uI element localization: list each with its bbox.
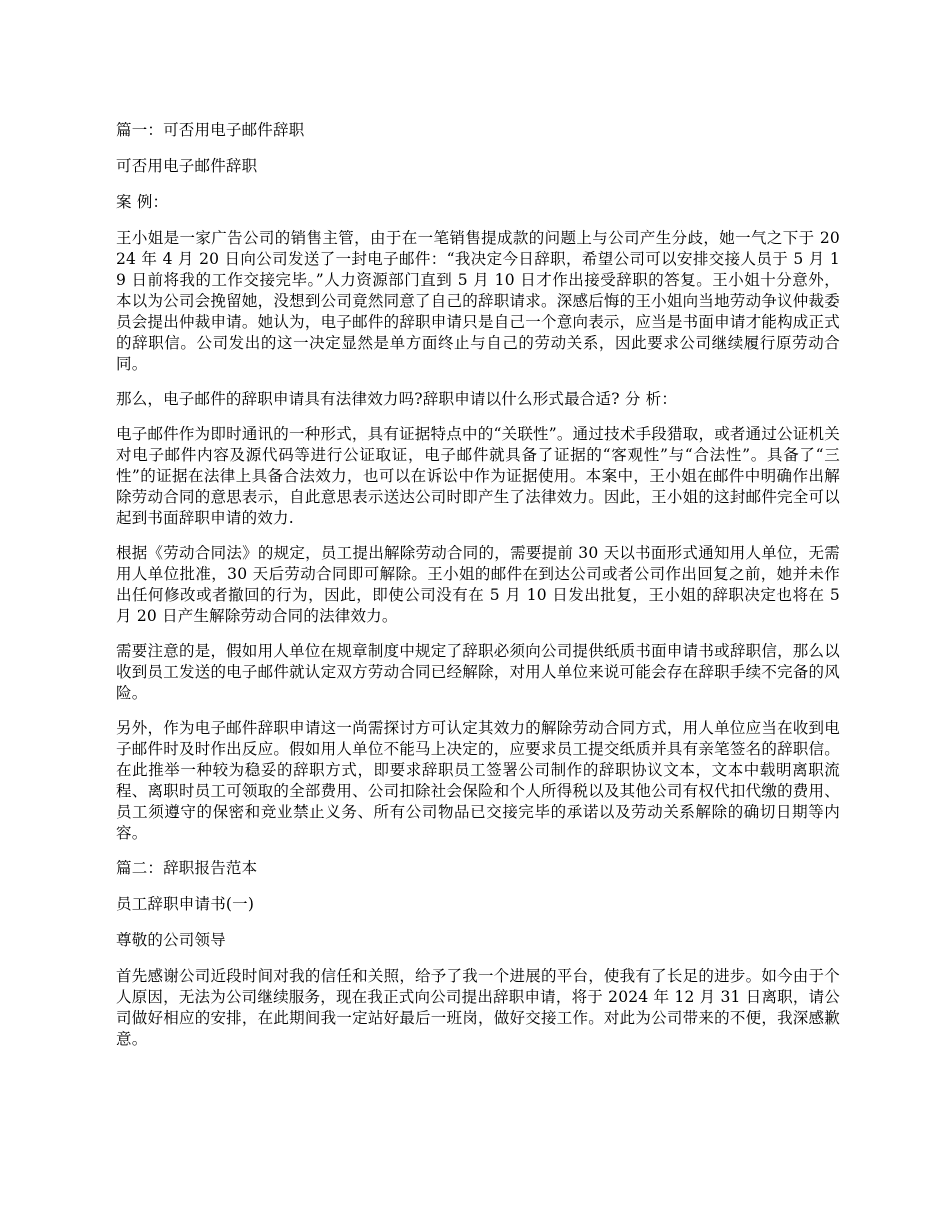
- analysis-paragraph-3: 需要注意的是，假如用人单位在规章制度中规定了辞职必须向公司提供纸质书面申请书或辞职信，那么以收到员工发送的电子邮件就认定双方劳动合同已经解除，对用人单位来说可能会存在辞职手续不完备的风险。: [116, 642, 840, 702]
- document-body: [116, 120, 840, 1064]
- case-label: 案 例：: [116, 193, 169, 211]
- section-heading-1: 篇一：可否用电子邮件辞职: [116, 121, 305, 139]
- section-heading-2: 篇二：辞职报告范本: [116, 859, 258, 877]
- analysis-paragraph-2: 根据《劳动合同法》的规定，员工提出解除劳动合同的，需要提前 30 天以书面形式通知用人单位，无需用人单位批准，30 天后劳动合同即可解除。王小姐的邮件在到达公司或者公司作出回复之前，她并未作出任何修改或者撤回的行为，因此，即使公司没有在 5 月 10 日发出批复，王小姐的辞职决定也将在 5 月 20 日产生解除劳动合同的法律效力。: [116, 544, 840, 625]
- question-paragraph: 那么，电子邮件的辞职申请具有法律效力吗?辞职申请以什么形式最合适? 分 析：: [116, 390, 678, 408]
- case-paragraph: 王小姐是一家广告公司的销售主管，由于在一笔销售提成款的问题上与公司产生分歧，她一气之下于 2024 年 4 月 20 日向公司发送了一封电子邮件：“我决定今日辞职，希望公司可以安排交接人员于 5 月 19 日前将我的工作交接完毕。”人力资源部门直到 5 月 10 日才作出接受辞职的答复。王小姐十分意外，本以为公司会挽留她，没想到公司竟然同意了自己的辞职请求。深感后悔的王小姐向当地劳动争议仲裁委员会提出仲裁申请。她认为，电子邮件的辞职申请只是自己一个意向表示，应当是书面申请才能构成正式的辞职信。公司发出的这一决定显然是单方面终止与自己的劳动关系，因此要求公司继续履行原劳动合同。: [116, 229, 840, 373]
- analysis-paragraph-4: 另外，作为电子邮件辞职申请这一尚需探讨方可认定其效力的解除劳动合同方式，用人单位应当在收到电子邮件时及时作出反应。假如用人单位不能马上决定的，应要求员工提交纸质并具有亲笔签名的辞职信。在此推举一种较为稳妥的辞职方式，即要求辞职员工签署公司制作的辞职协议文本，文本中载明离职流程、离职时员工可领取的全部费用、公司扣除社会保险和个人所得税以及其他公司有权代扣代缴的费用、员工须遵守的保密和竞业禁止义务、所有公司物品已交接完毕的承诺以及劳动关系解除的确切日期等内容。: [116, 719, 840, 842]
- letter-salutation: 尊敬的公司领导: [116, 931, 226, 949]
- article-title: 可否用电子邮件辞职: [116, 157, 258, 175]
- letter-body: 首先感谢公司近段时间对我的信任和关照，给予了我一个进展的平台，使我有了长足的进步。如今由于个人原因，无法为公司继续服务，现在我正式向公司提出辞职申请，将于 2024 年 12 月 31 日离职，请公司做好相应的安排，在此期间我一定站好最后一班岗，做好交接工作。对此为公司带来的不便，我深感歉意。: [116, 967, 840, 1048]
- analysis-paragraph-1: 电子邮件作为即时通讯的一种形式，具有证据特点中的“关联性”。通过技术手段猎取，或者通过公证机关对电子邮件内容及源代码等进行公证取证，电子邮件就具备了证据的“客观性”与“合法性”。具备了“三性”的证据在法律上具备合法效力，也可以在诉讼中作为证据使用。本案中，王小姐在邮件中明确作出解除劳动合同的意思表示，自此意思表示送达公司时即产生了法律效力。因此，王小姐的这封邮件完全可以起到书面辞职申请的效力.: [116, 425, 840, 527]
- letter-title: 员工辞职申请书(一): [116, 895, 255, 913]
